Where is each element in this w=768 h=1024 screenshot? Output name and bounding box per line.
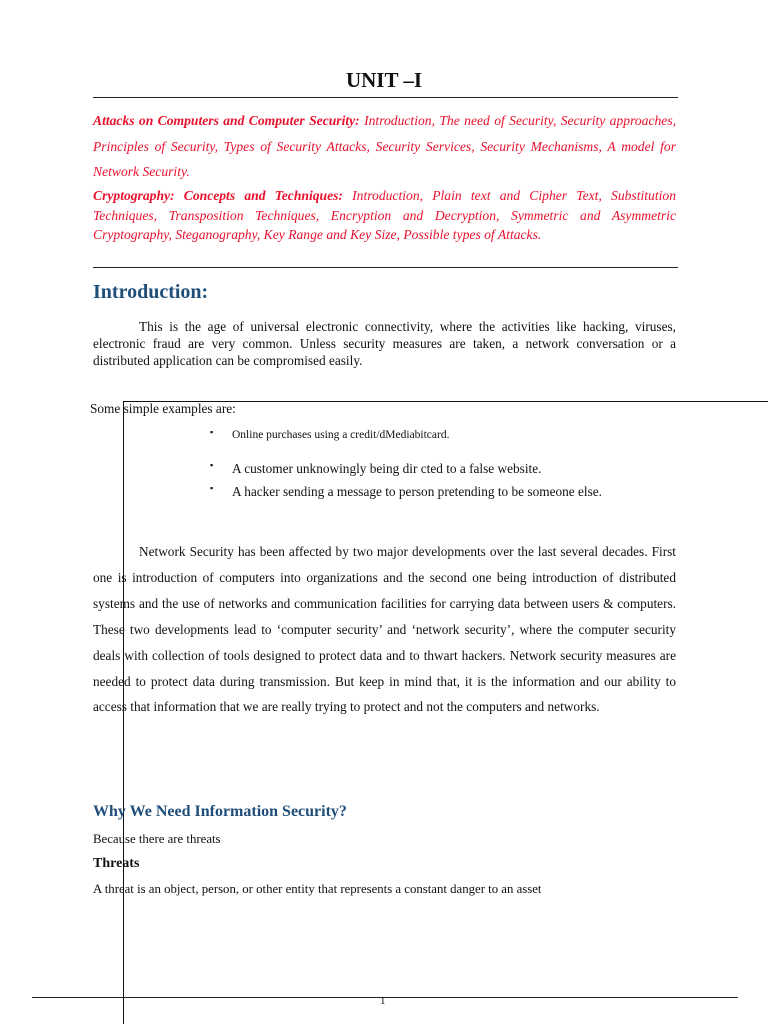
unit-title: UNIT –I: [345, 68, 423, 92]
bullet-icon: ▪: [210, 483, 214, 493]
syllabus-crypto-topics: Introduction, Plain text and Cipher Text, Substitution Techniques, Transposition Techniques, Encryption and Decryption, Symmetric and Asymmetric Cryptography, Steganography, Key Range and Key Size, Possible types of Attacks.: [93, 188, 677, 242]
syllabus-attacks: [93, 108, 676, 185]
syllabus-divider: [93, 267, 678, 268]
title-divider: [93, 97, 678, 98]
stray-horizontal-line: [123, 401, 768, 402]
syllabus-crypto-heading: Cryptography: Concepts and Techniques:: [93, 188, 343, 203]
bullet-icon: ▪: [210, 460, 214, 470]
example-text: A customer unknowingly being dir cted to a false website.: [232, 461, 542, 476]
why-security-heading: Why We Need Information Security?: [93, 803, 347, 820]
syllabus-crypto: [93, 186, 676, 245]
threats-heading: Threats: [93, 856, 140, 871]
introduction-paragraph: This is the age of universal electronic connectivity, where the activities like hacking, viruses, electronic fraud are very common. Unless security measures are taken, a network conversation or a distributed application can be compromised easily.: [93, 319, 676, 368]
page-number: 1: [380, 995, 386, 1007]
threat-definition: A threat is an object, person, or other entity that represents a constant danger to an asset: [93, 882, 542, 896]
syllabus-attacks-heading: Attacks on Computers and Computer Security:: [93, 113, 360, 128]
example-text: A hacker sending a message to person pretending to be someone else.: [232, 484, 602, 499]
bullet-icon: ▪: [210, 427, 214, 437]
examples-label: Some simple examples are:: [90, 401, 236, 416]
example-text: Online purchases using a credit/dMediabitcard.: [232, 429, 450, 441]
because-text: Because there are threats: [93, 832, 221, 846]
introduction-heading: Introduction:: [93, 281, 209, 303]
syllabus-attacks-topics: Introduction, The need of Security, Security approaches, Principles of Security, Types of Security Attacks, Security Services, Security Mechanisms, A model for Network Security.: [93, 113, 677, 179]
network-security-paragraph: Network Security has been affected by two major developments over the last several decades. First one is introduction of computers into organizations and the second one being introduction of distributed systems and the use of networks and communication facilities for carrying data between users & computers. These two developments lead to ‘computer security’ and ‘network security’, where the computer security deals with collection of tools designed to protect data and to thwart hackers. Network security measures are needed to protect data during transmission. But keep in mind that, it is the information and our ability to access that information that we are really trying to protect and not the computers and networks.: [93, 544, 676, 715]
